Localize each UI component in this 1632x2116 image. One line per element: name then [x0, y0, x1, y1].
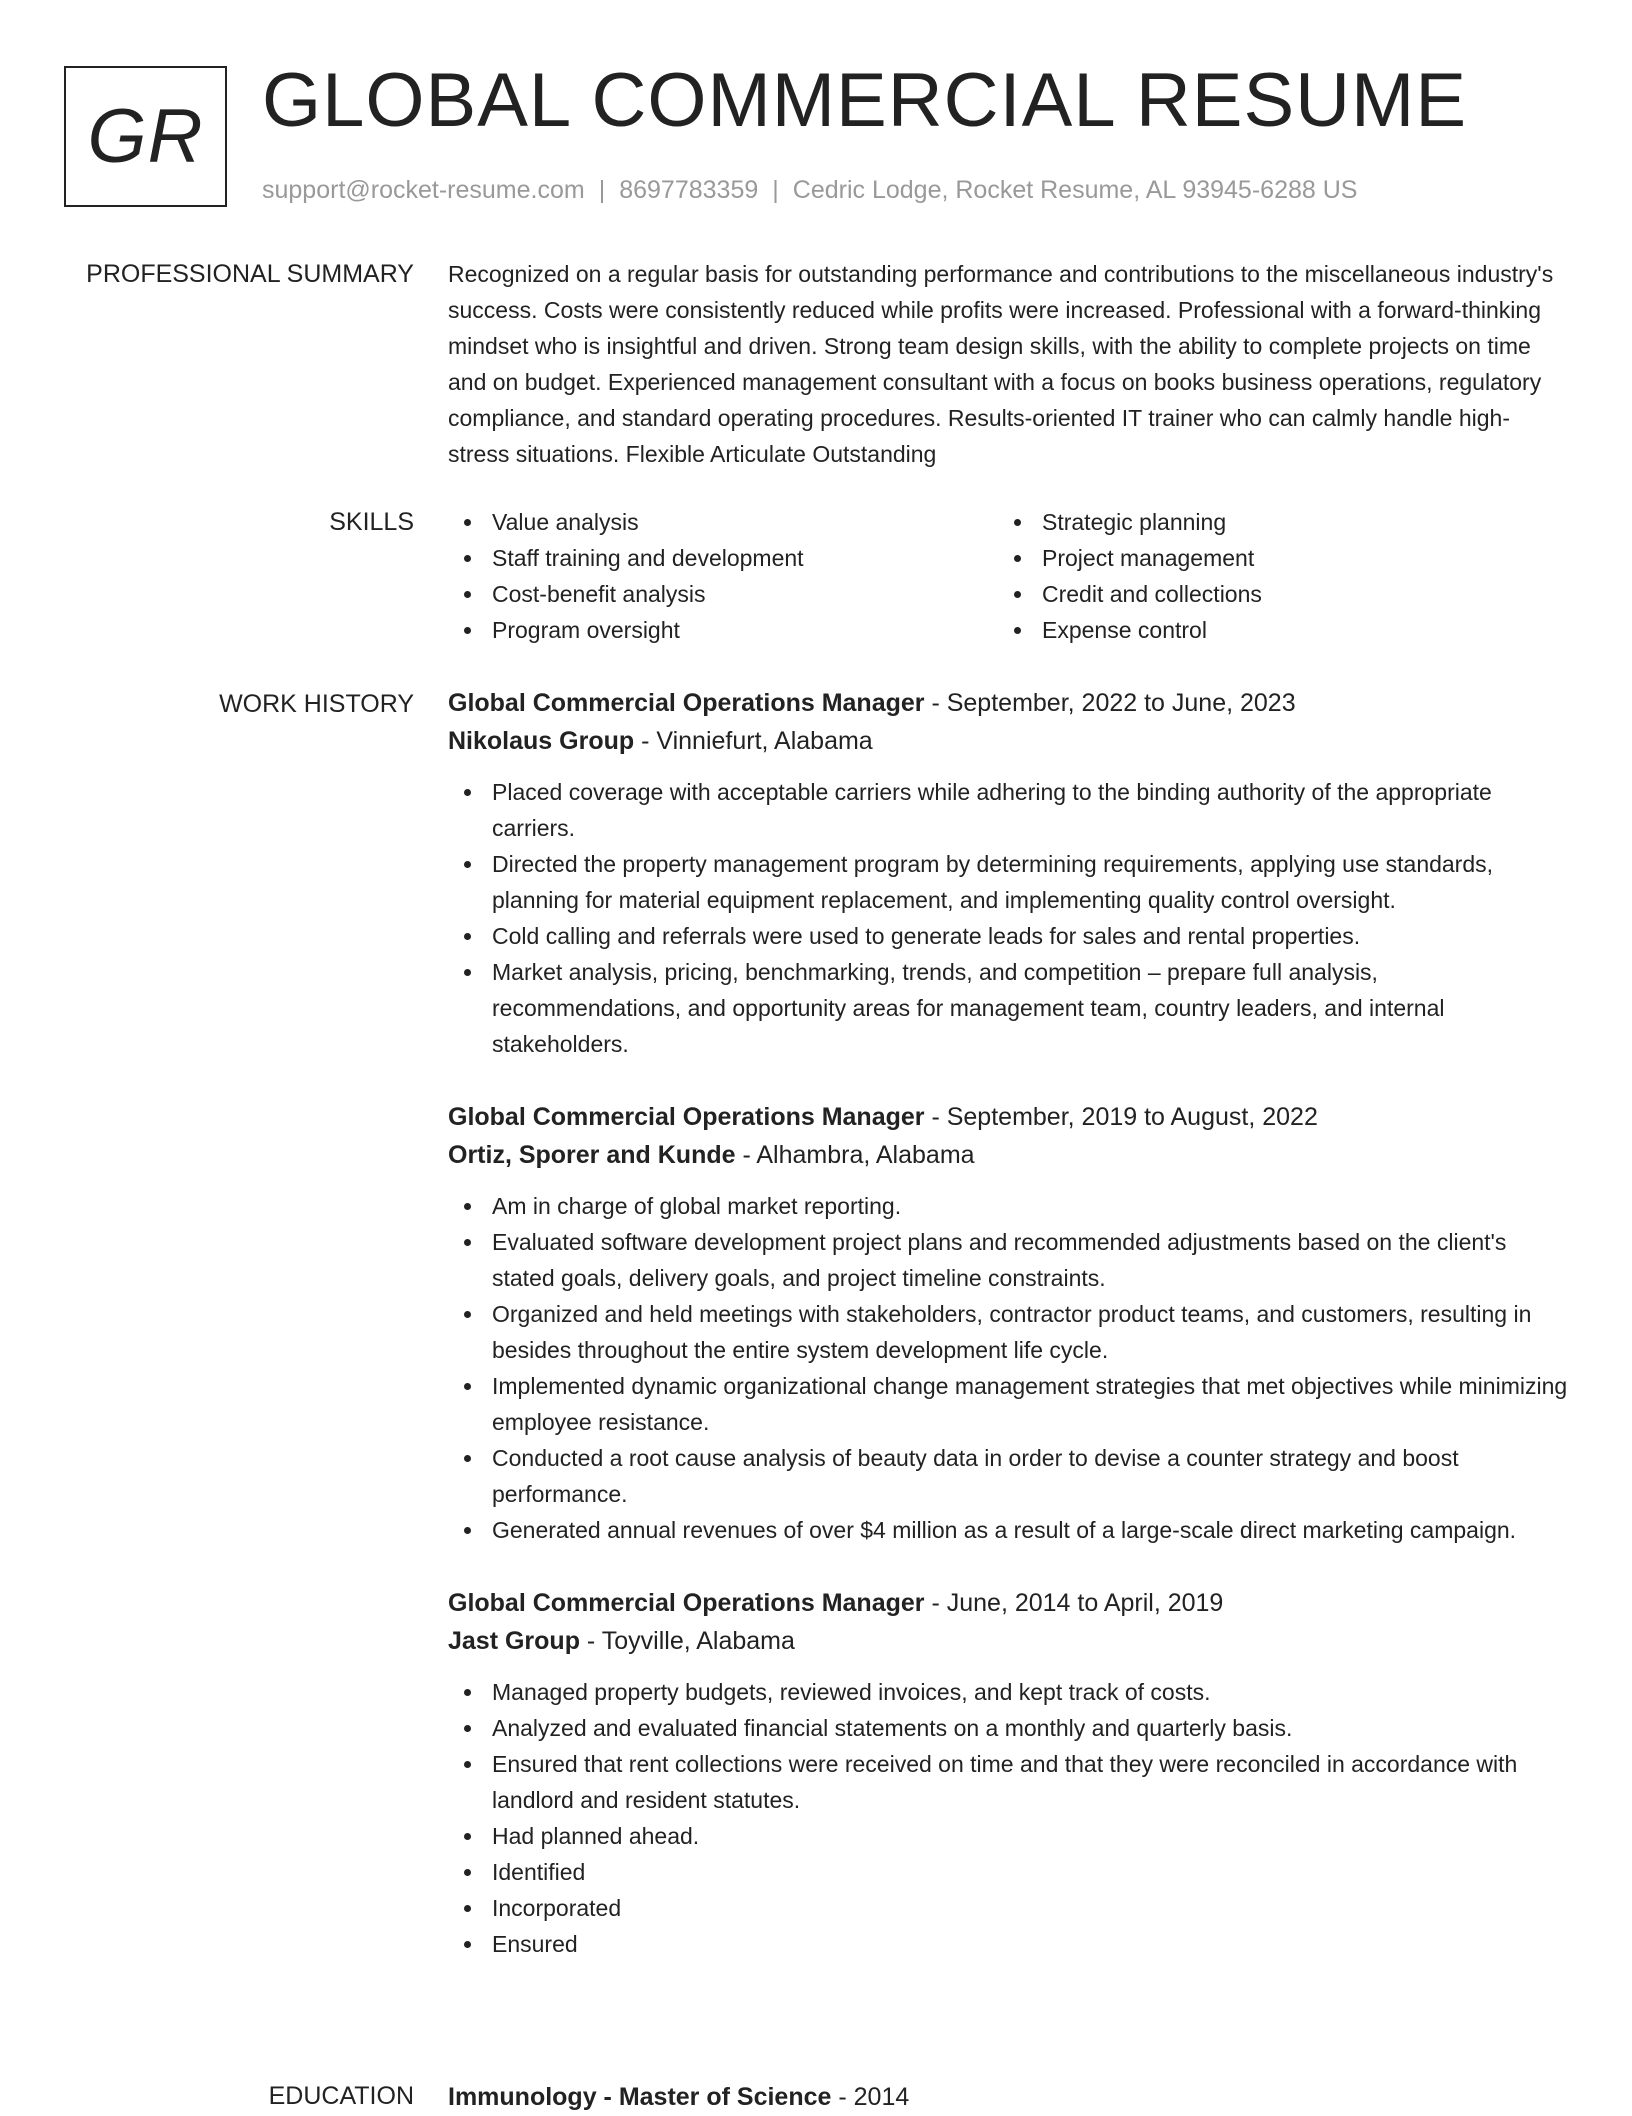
job-bullet: Implemented dynamic organizational change management strategies that met objectives while minimizing employee resistance. [448, 1368, 1568, 1440]
skills-section [448, 504, 1568, 648]
skill-item: Credit and collections [998, 576, 1548, 612]
skill-item: Value analysis [448, 504, 998, 540]
summary-text: Recognized on a regular basis for outstanding performance and contributions to the miscellaneous industry's success. Costs were consistently reduced while profits were increased. Professional with a forward-thinking mindset who is insightful and driven. Strong team design skills, with the ability to complete projects on time and on budget. Experienced management consultant with a focus on books business operations, regulatory compliance, and standard operating procedures. Results-oriented IT trainer who can calmly handle high-stress situations. Flexible Articulate Outstanding [448, 261, 1554, 467]
skill-item: Project management [998, 540, 1548, 576]
skills-heading: SKILLS [329, 508, 414, 536]
job-company-line [448, 1136, 1568, 1174]
job-bullet: Ensured that rent collections were received on time and that they were reconciled in accordance with landlord and resident statutes. [448, 1746, 1568, 1818]
job-entry [448, 684, 1568, 1062]
contact-phone: 8697783359 [619, 176, 759, 204]
job-location: - Toyville, Alabama [579, 1627, 795, 1655]
job-title: Global Commercial Operations Manager [448, 1103, 925, 1131]
job-location: - Alhambra, Alabama [735, 1141, 975, 1169]
job-bullet: Conducted a root cause analysis of beauty data in order to devise a counter strategy and boost performance. [448, 1440, 1568, 1512]
contact-email: support@rocket-resume.com [262, 176, 585, 204]
contact-line [262, 174, 1357, 206]
contact-separator: | [598, 176, 606, 204]
job-bullet: Am in charge of global market reporting. [448, 1188, 1568, 1224]
job-title-line [448, 1584, 1568, 1622]
job-bullet: Had planned ahead. [448, 1818, 1568, 1854]
job-title: Global Commercial Operations Manager [448, 1589, 925, 1617]
skill-item: Cost-benefit analysis [448, 576, 998, 612]
job-bullet: Cold calling and referrals were used to generate leads for sales and rental properties. [448, 918, 1568, 954]
skills-list [448, 504, 1568, 648]
job-dates: - June, 2014 to April, 2019 [924, 1589, 1224, 1617]
job-location: - Vinniefurt, Alabama [634, 727, 873, 755]
job-bullet: Identified [448, 1854, 1568, 1890]
job-company-line [448, 722, 1568, 760]
summary-section [448, 256, 1568, 472]
education-year: - 2014 [831, 2083, 910, 2111]
job-entry [448, 1584, 1568, 1962]
skill-item: Staff training and development [448, 540, 998, 576]
job-title-line [448, 1098, 1568, 1136]
education-heading: EDUCATION [268, 2082, 414, 2110]
job-bullets [448, 1188, 1568, 1548]
skill-item: Expense control [998, 612, 1548, 648]
job-dates: - September, 2019 to August, 2022 [924, 1103, 1318, 1131]
contact-separator: | [772, 176, 779, 204]
resume-title: GLOBAL COMMERCIAL RESUME [262, 58, 1468, 143]
job-bullet: Ensured [448, 1926, 1568, 1962]
job-bullets [448, 774, 1568, 1062]
job-bullet: Generated annual revenues of over $4 million as a result of a large-scale direct marketing campaign. [448, 1512, 1568, 1548]
job-company: Jast Group [448, 1627, 580, 1655]
work-history-heading: WORK HISTORY [219, 690, 414, 718]
job-bullet: Market analysis, pricing, benchmarking, trends, and competition – prepare full analysis, recommendations, and opportunity areas for management team, country leaders, and internal stakeholders. [448, 954, 1568, 1062]
job-bullet: Analyzed and evaluated financial statements on a monthly and quarterly basis. [448, 1710, 1568, 1746]
contact-address: Cedric Lodge, Rocket Resume, AL 93945-6288 US [792, 176, 1358, 204]
job-bullets [448, 1674, 1568, 1962]
job-company-line [448, 1622, 1568, 1660]
skill-item: Strategic planning [998, 504, 1548, 540]
job-bullet: Evaluated software development project plans and recommended adjustments based on the client's stated goals, delivery goals, and project timeline constraints. [448, 1224, 1568, 1296]
job-dates: - September, 2022 to June, 2023 [924, 689, 1296, 717]
job-entry [448, 1098, 1568, 1548]
job-title-line [448, 684, 1568, 722]
work-history-section [448, 684, 1568, 1998]
education-degree: Immunology - Master of Science [448, 2083, 832, 2111]
education-line [448, 2078, 1568, 2116]
education-section [448, 2078, 1568, 2116]
job-company: Nikolaus Group [448, 727, 635, 755]
job-bullet: Managed property budgets, reviewed invoices, and kept track of costs. [448, 1674, 1568, 1710]
job-bullet: Directed the property management program by determining requirements, applying use standards, planning for material equipment replacement, and implementing quality control oversight. [448, 846, 1568, 918]
skill-item: Program oversight [448, 612, 998, 648]
job-company: Ortiz, Sporer and Kunde [448, 1141, 736, 1169]
job-bullet: Placed coverage with acceptable carriers while adhering to the binding authority of the appropriate carriers. [448, 774, 1568, 846]
summary-heading: PROFESSIONAL SUMMARY [86, 260, 414, 288]
job-bullet: Organized and held meetings with stakeholders, contractor product teams, and customers, resulting in besides throughout the entire system development life cycle. [448, 1296, 1568, 1368]
monogram: GR [64, 66, 227, 207]
job-bullet: Incorporated [448, 1890, 1568, 1926]
job-title: Global Commercial Operations Manager [448, 689, 925, 717]
